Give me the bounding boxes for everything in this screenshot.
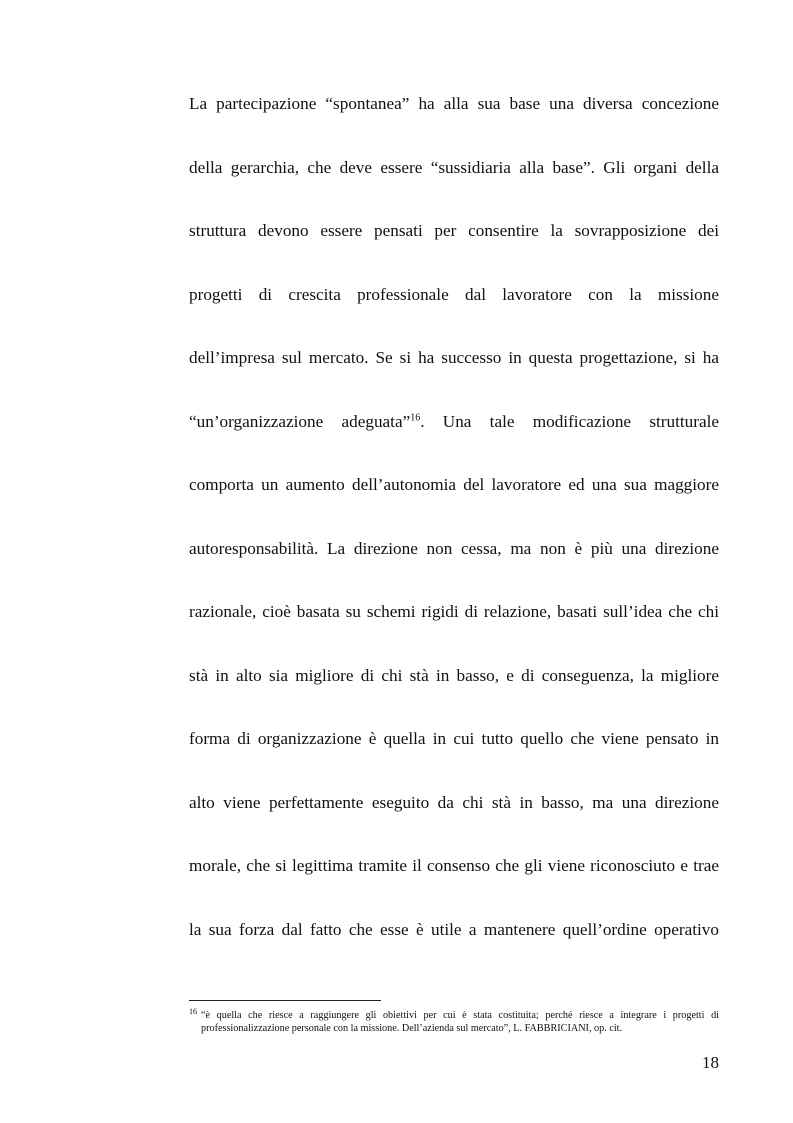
text-line: morale, che si legittima tramite il consenso che gli viene riconosciuto e trae: [189, 856, 719, 875]
line-continuation: . Una tale modificazione strutturale: [420, 411, 719, 431]
text-line: dell’impresa sul mercato. Se si ha successo in questa progettazione, si ha: [189, 348, 719, 367]
footnote-marker: 16: [189, 1006, 197, 1016]
footnote-line: [189, 1006, 719, 1022]
text-line: la sua forza dal fatto che esse è utile a mantenere quell’ordine operativo: [189, 919, 719, 939]
quoted-phrase: “un’organizzazione adeguata”: [189, 411, 411, 431]
text-line: della gerarchia, che deve essere “sussidiaria alla base”. Gli organi della: [189, 157, 719, 177]
footnote-line: professionalizzazione personale con la missione. Dell’azienda sul mercato”, L. FABBRICIANI, op. cit.: [201, 1023, 623, 1034]
footnote-reference[interactable]: 16: [410, 411, 421, 423]
footnote-text: “è quella che riesce a raggiungere gli obiettivi per cui è stata costituita; perché riesce a integrare i progetti di: [201, 1010, 719, 1021]
text-line: forma di organizzazione è quella in cui tutto quello che viene pensato in: [189, 729, 719, 748]
text-line-with-footnote-ref: [189, 402, 719, 466]
text-line: autoresponsabilità. La direzione non cessa, ma non è più una direzione: [189, 538, 719, 558]
footnote-divider: [189, 1000, 381, 1001]
text-line: struttura devono essere pensati per consentire la sovrapposizione dei: [189, 221, 719, 240]
footnote: [189, 1006, 719, 1035]
text-line: alto viene perfettamente eseguito da chi stà in basso, ma una direzione: [189, 792, 719, 812]
text-line: progetti di crescita professionale dal lavoratore con la missione: [189, 284, 719, 304]
text-line: stà in alto sia migliore di chi stà in basso, e di conseguenza, la migliore: [189, 665, 719, 685]
page-number: 18: [702, 1053, 719, 1072]
body-paragraph: [189, 84, 719, 973]
text-line: razionale, cioè basata su schemi rigidi di relazione, basati sull’idea che chi: [189, 602, 719, 621]
text-line: comporta un aumento dell’autonomia del lavoratore ed una sua maggiore: [189, 475, 719, 494]
text-line: La partecipazione “spontanea” ha alla sua base una diversa concezione: [189, 94, 719, 113]
